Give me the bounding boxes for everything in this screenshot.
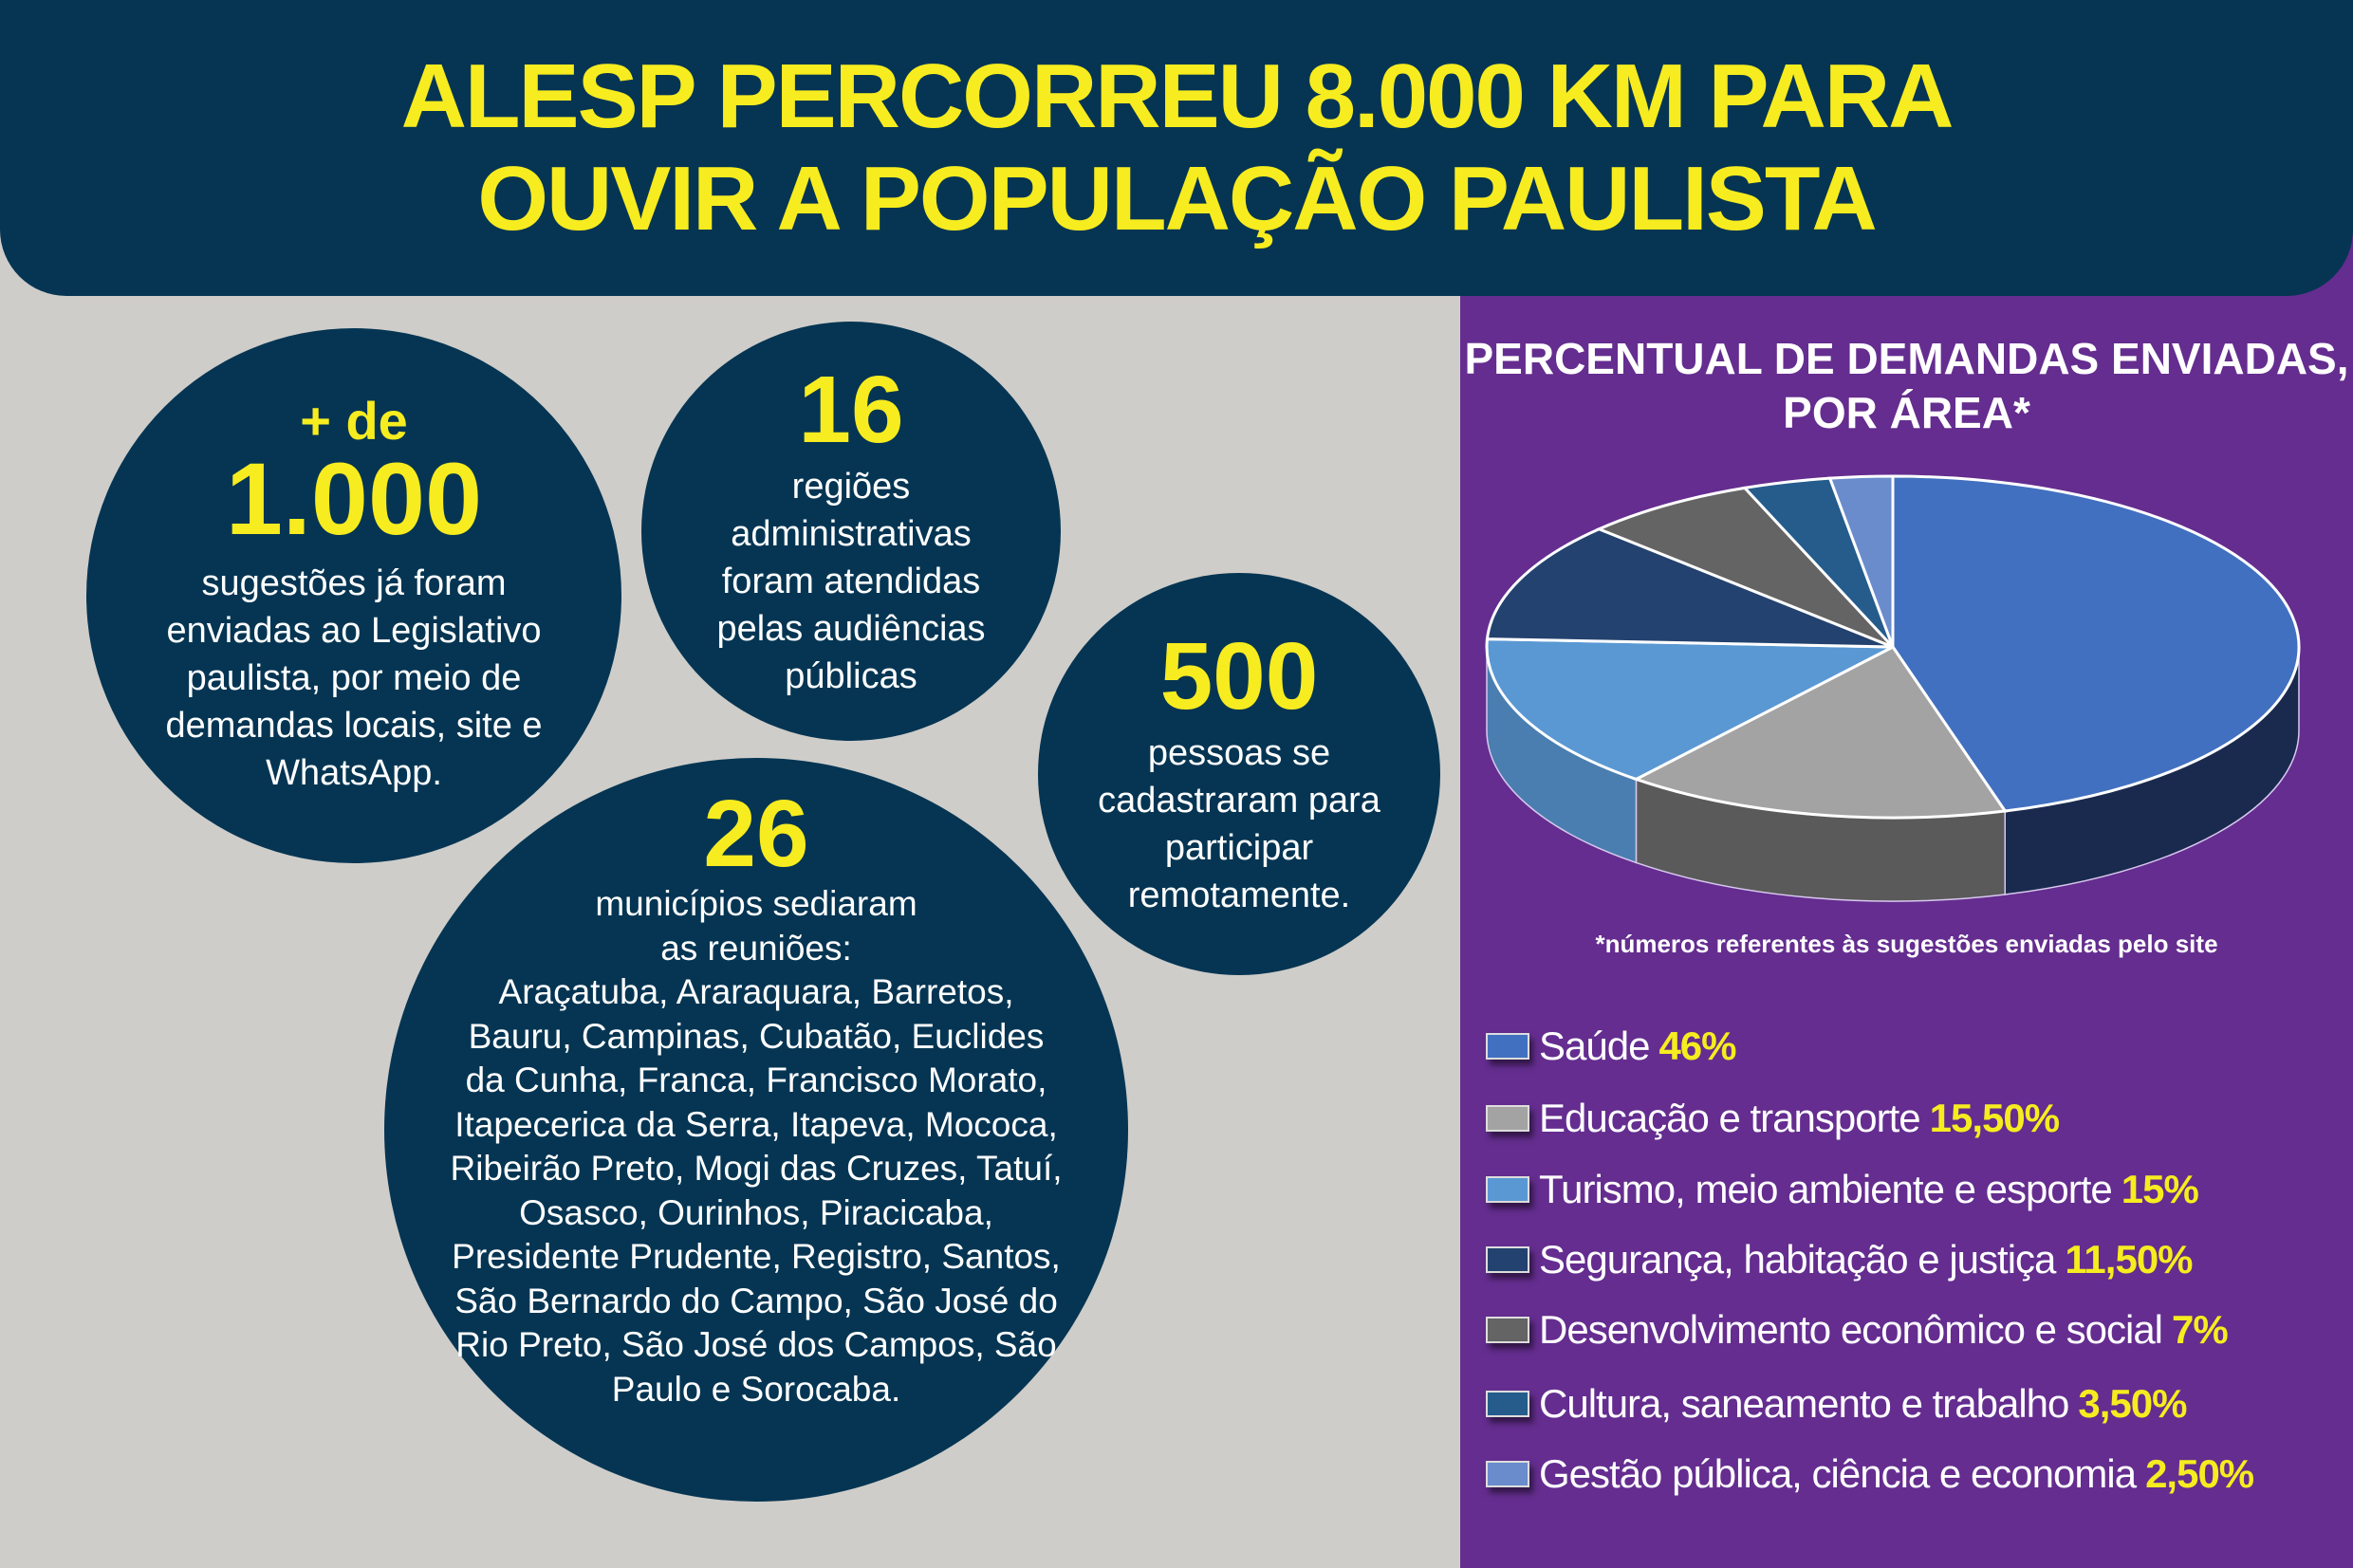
stat-people (1038, 573, 1440, 975)
legend-label: Saúde (1539, 1024, 1650, 1068)
stat-suggestions (86, 328, 621, 863)
legend-label: Gestão pública, ciência e economia (1539, 1451, 2137, 1496)
stat-number: 1.000 (225, 441, 483, 556)
stat-text: municípios sediaram as reuniões: (595, 884, 917, 968)
pie-chart (1460, 446, 2353, 920)
legend-value: 11,50% (2065, 1237, 2193, 1282)
title-line-2: OUVIR A POPULAÇÃO PAULISTA (477, 148, 1876, 249)
legend-value: 7% (2172, 1307, 2228, 1352)
chart-footnote: *números referentes às sugestões enviadas pelo site (1595, 930, 2218, 958)
stat-regions (641, 322, 1061, 741)
chart-title: PERCENTUAL DE DEMANDAS ENVIADAS, POR ÁREA* (1464, 334, 2349, 437)
legend-item (1486, 1167, 2198, 1212)
legend-swatch (1486, 1391, 1529, 1417)
legend-swatch (1486, 1105, 1529, 1132)
legend-value: 15,50% (1929, 1096, 2060, 1140)
legend-swatch (1486, 1461, 1529, 1487)
legend-item (1486, 1381, 2186, 1427)
legend-item (1486, 1307, 2228, 1353)
legend-label: Cultura, saneamento e trabalho (1539, 1381, 2069, 1426)
stat-text: sugestões já foram enviadas ao Legislativo paulista, por meio de demandas locais, site e WhatsApp. (165, 563, 543, 793)
legend-item (1486, 1096, 2059, 1141)
legend-value: 2,50% (2145, 1451, 2254, 1496)
legend-swatch (1486, 1033, 1529, 1060)
legend-label: Educação e transporte (1539, 1096, 1920, 1140)
legend-item (1486, 1451, 2253, 1497)
header-banner (0, 0, 2353, 296)
title-line-1: ALESP PERCORREU 8.000 KM PARA (400, 46, 1953, 147)
stat-municipalities (384, 758, 1128, 1502)
legend-item (1486, 1024, 1736, 1069)
legend-item (1486, 1237, 2193, 1282)
legend-value: 3,50% (2078, 1381, 2187, 1426)
stat-text: pessoas se cadastraram para participar remotamente. (1098, 733, 1380, 915)
legend-swatch (1486, 1317, 1529, 1343)
legend-label: Desenvolvimento econômico e social (1539, 1307, 2163, 1352)
legend-value: 46% (1658, 1024, 1736, 1068)
legend-swatch (1486, 1176, 1529, 1203)
legend-value: 15% (2121, 1167, 2198, 1211)
stat-number: 500 (1159, 623, 1319, 729)
stat-text: regiões administrativas foram atendidas pelas audiências públicas (716, 467, 986, 696)
legend-swatch (1486, 1246, 1529, 1273)
stat-number: 16 (798, 357, 904, 463)
stat-prefix: + de (300, 391, 408, 451)
city-list: Araçatuba, Araraquara, Barretos, Bauru, Campinas, Cubatão, Euclides da Cunha, Franca, Francisco Morato, Itapecerica da Serra, Itapeva, Mococa, Ribeirão Preto, Mogi das Cruzes, Tatuí, Osasco, Ourinhos, Piracicaba, Presidente Prudente, Registro, Santos, São Bernardo do Campo, São José do Rio Preto, São José dos Campos, São Paulo e Sorocaba. (450, 972, 1063, 1409)
legend-label: Segurança, habitação e justiça (1539, 1237, 2056, 1282)
legend-label: Turismo, meio ambiente e esporte (1539, 1167, 2112, 1211)
stat-number: 26 (703, 781, 809, 887)
